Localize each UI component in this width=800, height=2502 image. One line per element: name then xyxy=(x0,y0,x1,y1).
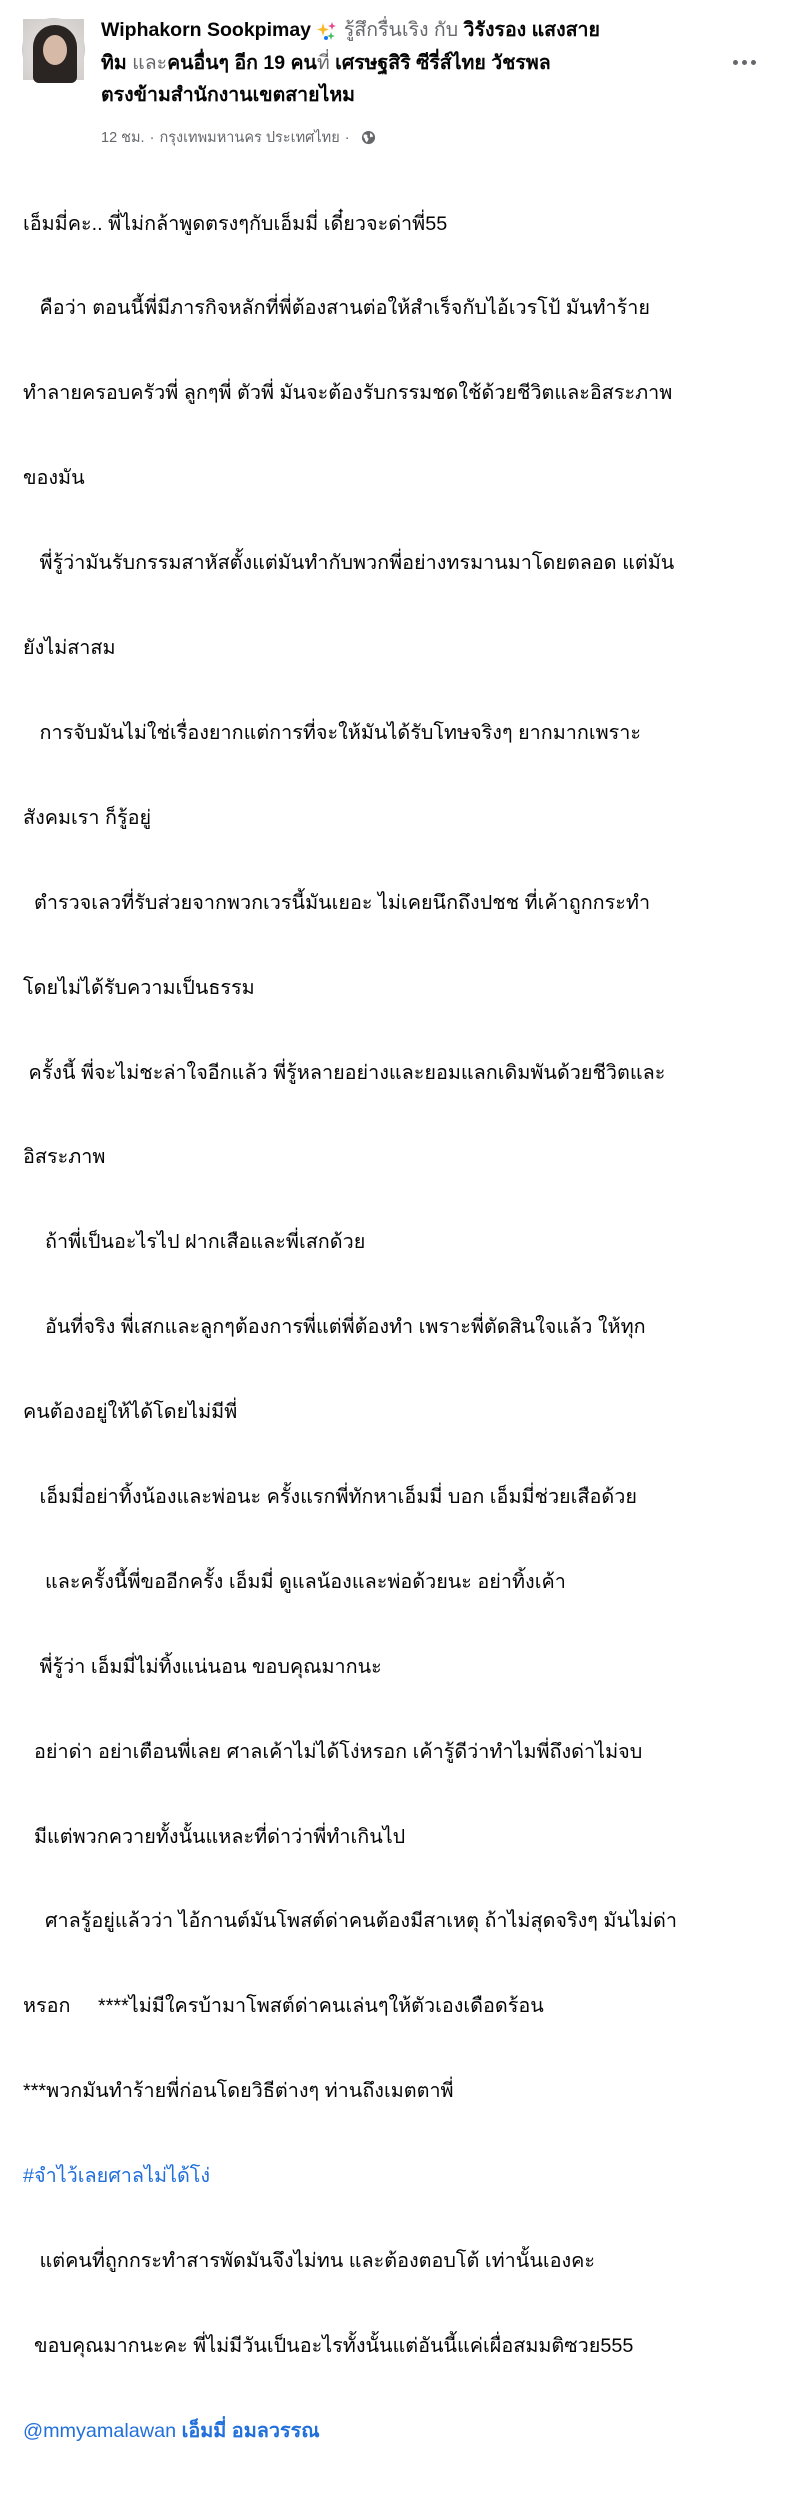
hashtag-link[interactable]: #จำไว้เลยศาลไม่ได้โง่ xyxy=(23,2165,211,2188)
post-text-line: ทำลายครอบครัวพี่ ลูกๆพี่ ตัวพี่ มันจะต้องรับกรรมชดใช้ด้วยชีวิตและอิสระภาพ xyxy=(23,382,673,405)
post-text-line: ตำรวจเลวที่รับส่วยจากพวกเวรนี้มันเยอะ ไม่เคยนึกถึงปชช ที่เค้าถูกกระทำ xyxy=(23,891,651,914)
post-text-line: โดยไม่ได้รับความเป็นธรรม xyxy=(23,976,255,999)
mention-line xyxy=(23,2417,793,2445)
meta-separator: · xyxy=(149,129,155,146)
post-text-line: ของมัน xyxy=(23,467,85,490)
post-body xyxy=(23,153,793,2502)
post-text-line: เอ็มมี่อย่าทิ้งน้องและพ่อนะ ครั้งแรกพี่ทักหาเอ็มมี่ บอก เอ็มมี่ช่วยเสือด้วย xyxy=(23,1485,637,1508)
tagged-person-link[interactable]: วิรังรอง แสงสาย xyxy=(463,19,600,41)
location-link[interactable]: เศรษฐสิริ ซีรี่ส์ไทย วัชรพล xyxy=(335,51,551,74)
post-text-line: แต่คนที่ถูกกระทำสารพัดมันจึงไม่ทน และต้องตอบโต้ เท่านั้นเองคะ xyxy=(23,2249,595,2272)
more-options-icon-dot xyxy=(733,60,738,65)
post-text-line: อย่าด่า อย่าเตือนพี่เลย ศาลเค้าไม่ได้โง่หรอก เค้ารู้ดีว่าทำไมพี่ถึงด่าไม่จบ xyxy=(23,1740,643,1763)
post-meta xyxy=(101,126,376,149)
more-options-icon-dot xyxy=(751,60,756,65)
tagged-person-link-line2[interactable]: ทิม xyxy=(101,51,127,74)
more-options-button[interactable] xyxy=(726,52,762,72)
hashtag-line xyxy=(23,2162,793,2190)
post-text-line: การจับมันไม่ใช่เรื่องยากแต่การที่จะให้มันได้รับโทษจริงๆ ยากมากเพราะ xyxy=(23,721,642,744)
post-place[interactable]: กรุงเทพมหานคร ประเทศไทย xyxy=(159,130,340,146)
post-text-line: ถ้าพี่เป็นอะไรไป ฝากเสือและพี่เสกด้วย xyxy=(23,1231,366,1254)
more-options-icon-dot xyxy=(742,60,747,65)
post-text-line: อิสระภาพ xyxy=(23,1146,106,1169)
post-text-line: ครั้งนี้ พี่จะไม่ชะล่าใจอีกแล้ว พี่รู้หลายอย่างและยอมแลกเดิมพันด้วยชีวิตและ xyxy=(23,1061,666,1084)
avatar-face xyxy=(43,35,67,65)
sparkle-emoji-icon xyxy=(316,20,338,42)
post-text-line: เอ็มมี่คะ.. พี่ไม่กล้าพูดตรงๆกับเอ็มมี่ เดี๋ยวจะด่าพี่55 xyxy=(23,212,448,235)
post-text-line: พี่รู้ว่า เอ็มมี่ไม่ทิ้งแน่นอน ขอบคุณมากนะ xyxy=(23,1655,382,1678)
post-text-line: ***พวกมันทำร้ายพี่ก่อนโดยวิธีต่างๆ ท่านถึงเมตตาพี่ xyxy=(23,2080,454,2103)
post-text-line: คือว่า ตอนนี้พี่มีภารกิจหลักที่พี่ต้องสานต่อให้สำเร็จกับไอ้เวรโป้ มันทำร้าย xyxy=(23,297,650,320)
mention-name-link[interactable]: เอ็มมี่ อมลวรรณ xyxy=(181,2419,320,2442)
location-link-line2[interactable]: ตรงข้ามสำนักงานเขตสายไหม xyxy=(101,84,356,106)
post-time[interactable]: 12 ชม. xyxy=(101,130,145,146)
feeling-text: รู้สึกรื่นเริง กับ xyxy=(338,19,464,41)
post-text-line: ขอบคุณมากนะคะ พี่ไม่มีวันเป็นอะไรทั้งนั้นแต่อันนี้แค่เผื่อสมมติซวย555 xyxy=(23,2334,634,2357)
post-text-line: และครั้งนี้พี่ขออีกครั้ง เอ็มมี่ ดูแลน้องและพ่อด้วยนะ อย่าทิ้งเค้า xyxy=(23,1570,566,1593)
at-text: ที่ xyxy=(316,51,336,74)
and-text: และ xyxy=(126,51,168,74)
post-text-line: พี่รู้ว่ามันรับกรรมสาหัสตั้งแต่มันทำกับพวกพี่อย่างทรมานมาโดยตลอด แต่มัน xyxy=(23,552,675,575)
post-text-line: ศาลรู้อยู่แล้วว่า ไอ้กานต์มันโพสต์ด่าคนต้องมีสาเหตุ ถ้าไม่สุดจริงๆ มันไม่ด่า xyxy=(23,1910,677,1933)
post-text-line: อันที่จริง พี่เสกและลูกๆต้องการพี่แต่พี่ต้องทำ เพราะพี่ตัดสินใจแล้ว ให้ทุก xyxy=(23,1316,646,1339)
mention-handle-link[interactable]: @mmyamalawan xyxy=(23,2419,177,2442)
author-name-link[interactable]: Wiphakorn Sookpimay xyxy=(101,19,312,41)
meta-separator: · xyxy=(344,129,350,146)
post-header xyxy=(22,14,786,144)
post-text-line: คนต้องอยู่ให้ได้โดยไม่มีพี่ xyxy=(23,1401,238,1424)
post-text-line: สังคมเรา ก็รู้อยู่ xyxy=(23,806,152,829)
globe-icon[interactable] xyxy=(361,130,376,145)
post-text-line: หรอก ****ไม่มีใครบ้ามาโพสต์ด่าคนเล่นๆให้ตัวเองเดือดร้อน xyxy=(23,1995,544,2018)
others-link[interactable]: คนอื่นๆ อีก 19 คน xyxy=(167,51,317,74)
author-avatar[interactable] xyxy=(22,18,85,81)
post-title xyxy=(101,14,721,112)
post-text-line: ยังไม่สาสม xyxy=(23,637,116,660)
post-text-line: มีแต่พวกควายทั้งนั้นแหละที่ด่าว่าพี่ทำเกินไป xyxy=(23,1825,406,1848)
